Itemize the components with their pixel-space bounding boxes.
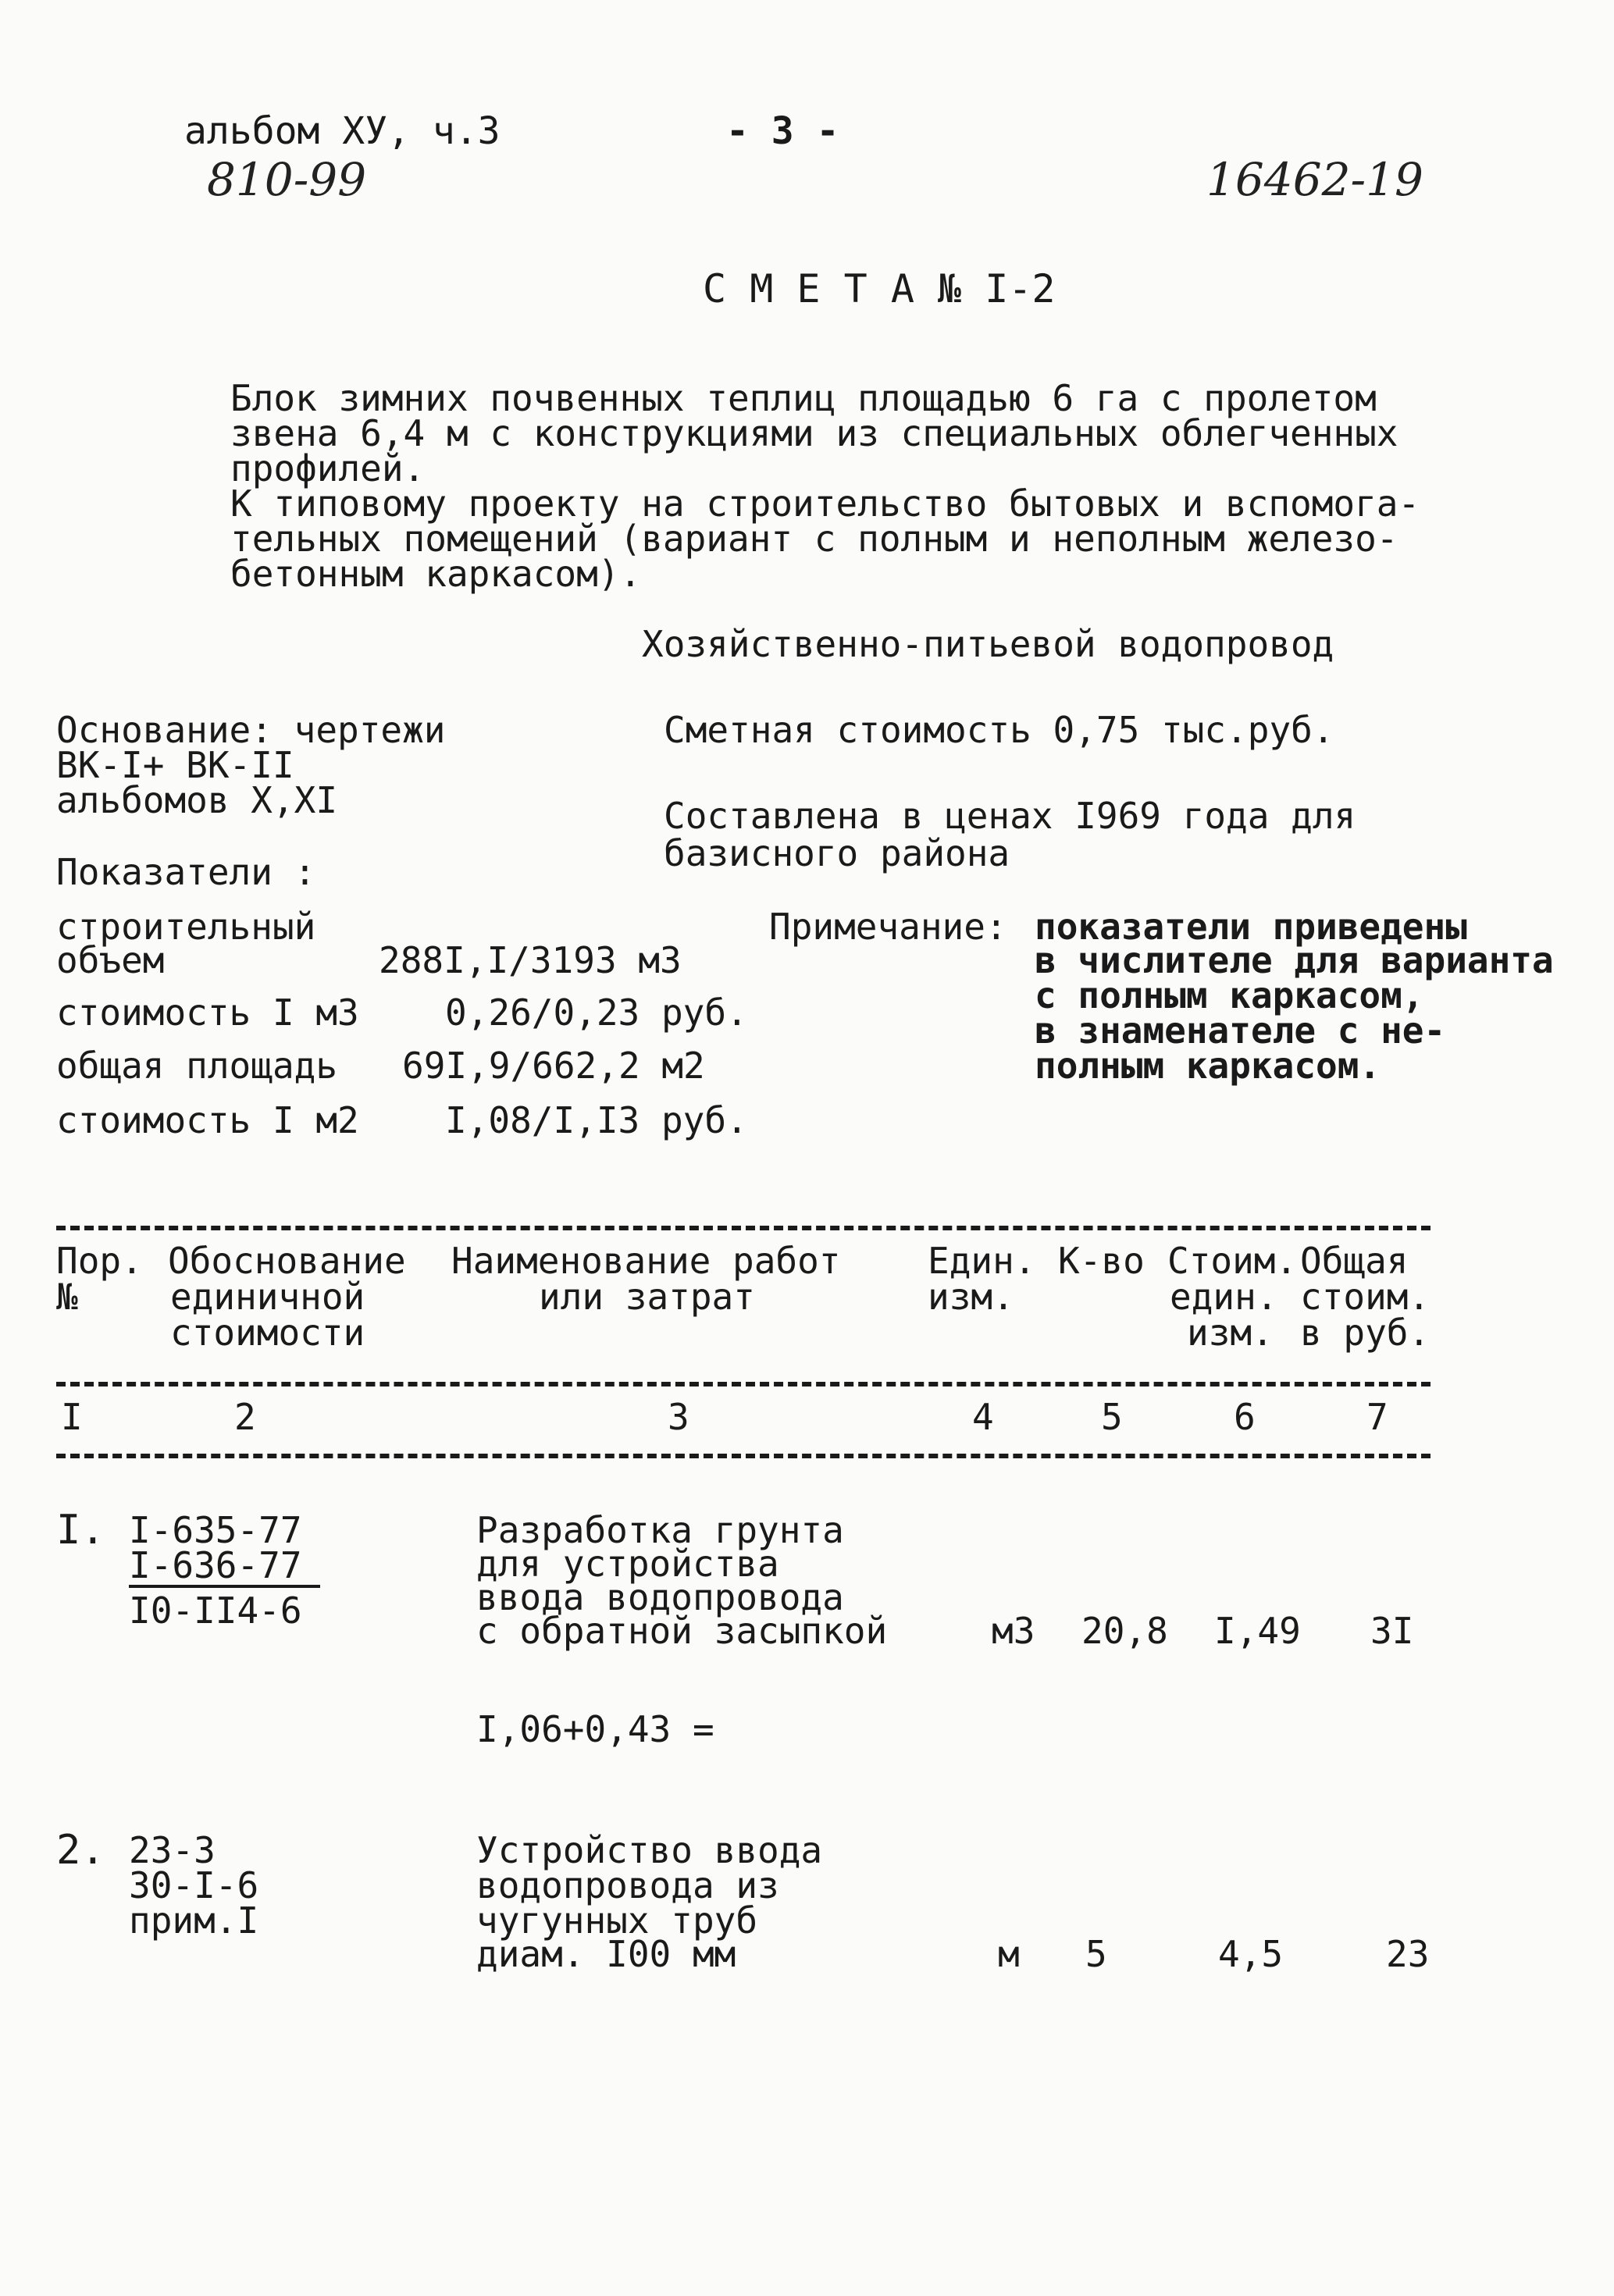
note-line: полным каркасом. <box>1035 1045 1381 1087</box>
row-quantity: 5 <box>1085 1933 1107 1975</box>
header-col7-line: стоим. <box>1300 1276 1431 1318</box>
table-header-rule <box>56 1382 1431 1386</box>
row-work-name-line: Устройство ввода <box>476 1829 823 1871</box>
row-basis-line: прим.I <box>129 1899 259 1942</box>
column-number: 4 <box>972 1396 994 1438</box>
column-number: 5 <box>1101 1396 1123 1438</box>
note-line: показатели приведены <box>1035 906 1467 948</box>
description-line: Блок зимних почвенных теплиц площадью 6 га с пролетом <box>230 377 1377 419</box>
document-title: С М Е Т А № I-2 <box>703 266 1056 311</box>
indicator-value: 69I,9/662,2 м2 <box>402 1045 705 1087</box>
indicator-label: общая площадь <box>56 1045 338 1087</box>
price-basis-line: базисного района <box>664 832 1010 874</box>
description-line: профилей. <box>230 447 426 489</box>
row-work-name-line: водопровода из <box>476 1864 779 1906</box>
header-col4-line: изм. <box>928 1276 1014 1318</box>
column-number: I <box>61 1396 83 1438</box>
header-col4-line: Един. <box>928 1240 1036 1282</box>
row-work-name-line: с обратной засыпкой <box>476 1610 888 1652</box>
row-basis-line: 23-3 <box>129 1829 216 1871</box>
row-work-name-line: чугунных труб <box>476 1899 758 1942</box>
table-numbers-rule <box>56 1454 1431 1458</box>
row-work-name-line: диам. I00 мм <box>476 1933 736 1975</box>
note-line: в числителе для варианта <box>1035 939 1554 981</box>
row-basis-line: I-635-77 <box>129 1509 302 1551</box>
column-number: 7 <box>1366 1396 1388 1438</box>
price-basis-line: Составлена в ценах I969 года для <box>664 795 1356 837</box>
header-col6-line: един. <box>1170 1276 1278 1318</box>
page-number: - 3 - <box>726 109 839 153</box>
column-number: 6 <box>1234 1396 1256 1438</box>
row-unit: м <box>998 1933 1020 1975</box>
header-col6-line: изм. <box>1187 1312 1274 1354</box>
indicator-label: стоимость I м2 <box>56 1099 359 1141</box>
column-number: 2 <box>234 1396 256 1438</box>
row-quantity: 20,8 <box>1081 1610 1168 1652</box>
row-basis-line: I-636-77 <box>129 1544 302 1586</box>
album-reference: альбом ХУ, ч.3 <box>184 109 501 153</box>
row-total: 23 <box>1386 1933 1430 1975</box>
header-col2-line: стоимости <box>170 1312 365 1354</box>
basis-line: Основание: чертежи <box>56 709 446 751</box>
basis-line: ВК-I+ ВК-II <box>56 744 294 786</box>
indicator-value: I,08/I,I3 руб. <box>445 1099 748 1141</box>
indicator-value: 0,26/0,23 руб. <box>445 991 748 1034</box>
indicators-heading: Показатели : <box>56 851 316 893</box>
row-number: I. <box>56 1507 105 1554</box>
indicator-label: объем <box>56 939 165 981</box>
header-col6-line: Стоим. <box>1167 1240 1298 1282</box>
basis-underline <box>129 1585 320 1588</box>
row-basis-line: I0-II4-6 <box>129 1589 302 1632</box>
table-top-rule <box>56 1226 1431 1230</box>
row-basis-line: 30-I-6 <box>129 1864 259 1906</box>
description-line: звена 6,4 м с конструкциями из специальных облегченных <box>230 412 1398 454</box>
note-line: с полным каркасом, <box>1035 974 1424 1016</box>
header-col3-line: Наименование работ <box>451 1240 841 1282</box>
column-number: 3 <box>668 1396 689 1438</box>
row-formula: I,06+0,43 = <box>476 1708 714 1750</box>
indicator-value: 288I,I/3193 м3 <box>379 939 682 981</box>
row-unit-price: I,49 <box>1214 1610 1301 1652</box>
header-col3-line: или затрат <box>539 1276 755 1318</box>
row-work-name-line: ввода водопровода <box>476 1576 844 1618</box>
indicator-label: строительный <box>56 906 316 948</box>
row-work-name-line: для устройства <box>476 1543 779 1585</box>
row-total: 3I <box>1370 1610 1414 1652</box>
basis-line: альбомов X,XI <box>56 779 338 821</box>
handwritten-left-number: 810-99 <box>207 153 367 206</box>
header-col1-line: № <box>56 1276 78 1318</box>
header-col5-line: К-во <box>1058 1240 1145 1282</box>
header-col7-line: в руб. <box>1300 1312 1431 1354</box>
description-line: бетонным каркасом). <box>230 553 642 595</box>
header-col2-line: единичной <box>170 1276 365 1318</box>
note-line: в знаменателе с не- <box>1035 1009 1446 1052</box>
section-subtitle: Хозяйственно-питьевой водопровод <box>642 623 1334 665</box>
header-col7-line: Общая <box>1300 1240 1409 1282</box>
estimated-cost: Сметная стоимость 0,75 тыс.руб. <box>664 709 1334 751</box>
header-col2-line: Обоснование <box>168 1240 406 1282</box>
row-unit: м3 <box>992 1610 1035 1652</box>
indicator-label: стоимость I м3 <box>56 991 359 1034</box>
note-label: Примечание: <box>769 906 1007 948</box>
row-unit-price: 4,5 <box>1218 1933 1284 1975</box>
row-work-name-line: Разработка грунта <box>476 1509 844 1551</box>
handwritten-right-number: 16462-19 <box>1206 153 1423 206</box>
row-number: 2. <box>56 1827 105 1874</box>
description-line: тельных помещений (вариант с полным и неполным железо- <box>230 518 1398 560</box>
description-line: К типовому проекту на строительство бытовых и вспомога- <box>230 482 1420 525</box>
header-col1-line: Пор. <box>56 1240 143 1282</box>
